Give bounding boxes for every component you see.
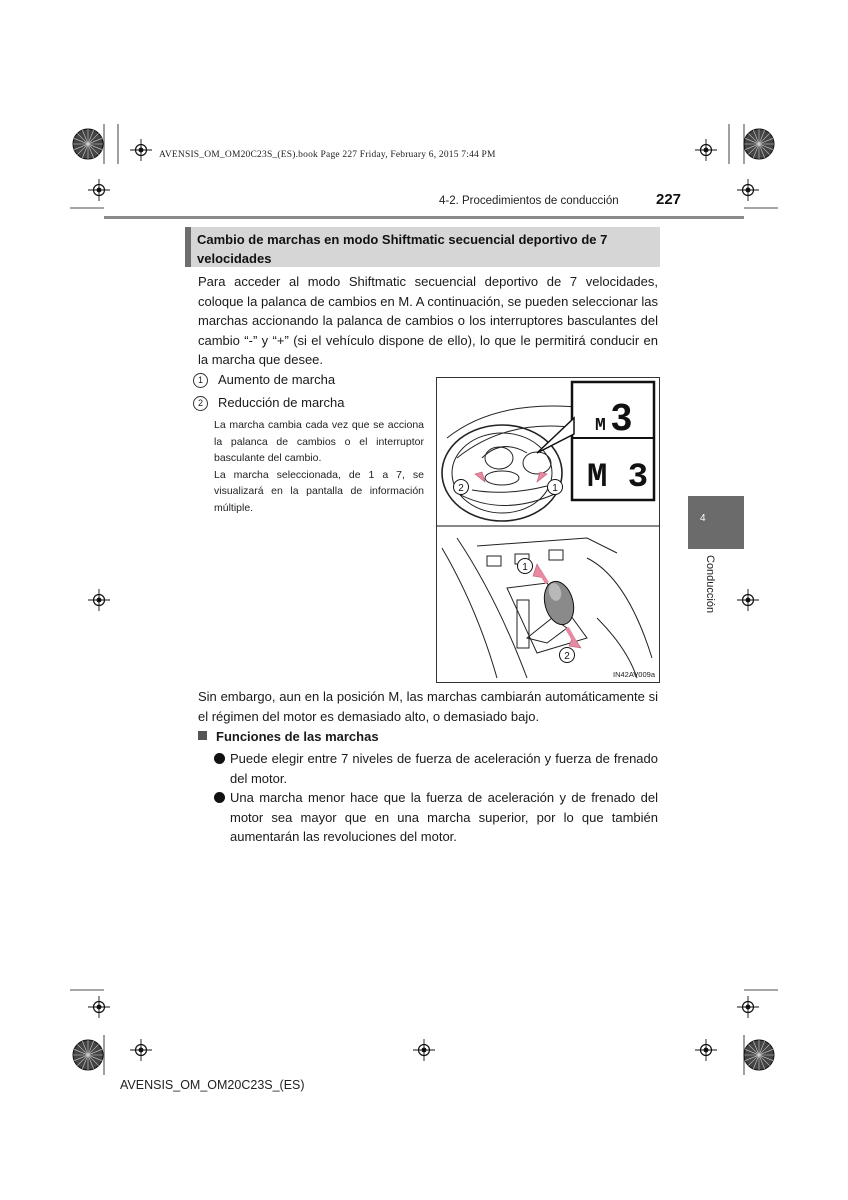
section-heading: Cambio de marchas en modo Shiftmatic secuencial deportivo de 7 velocidades (197, 232, 608, 266)
marker-item-1 (193, 372, 335, 388)
circled-number-1: 1 (193, 373, 208, 388)
print-info: AVENSIS_OM_OM20C23S_(ES).book Page 227 Friday, February 6, 2015 7:44 PM (159, 150, 496, 160)
function-bullet-1: Puede elegir entre 7 niveles de fuerza de aceleración y fuerza de frenado del motor. (230, 751, 658, 786)
display-m3: M 3 (587, 459, 649, 497)
circled-number-2: 2 (193, 396, 208, 411)
page-number: 227 (656, 191, 682, 208)
svg-text:2: 2 (458, 483, 464, 494)
figure-code: IN42AV009a (613, 670, 655, 679)
function-bullet-2: Una marcha menor hace que la fuerza de aceleración y de frenado del motor sea mayor que en una marcha superior, por lo que también aumentarán las revoluciones del motor. (230, 790, 658, 844)
bullet-dot-icon (214, 753, 225, 764)
functions-heading (198, 729, 379, 744)
chapter-number: 4 (700, 513, 706, 524)
figure (436, 377, 660, 683)
chapter-label: Conducción (704, 555, 716, 614)
callout-1-top (548, 480, 563, 495)
square-bullet-icon (198, 731, 207, 740)
header-rule (104, 216, 744, 219)
marker-label-1: Aumento de marcha (218, 372, 336, 387)
figure-illustration (437, 378, 659, 682)
callout-2-top (454, 480, 469, 495)
svg-text:1: 1 (522, 562, 528, 573)
callout-1-bottom (518, 559, 533, 574)
svg-text:2: 2 (564, 651, 570, 662)
note-line-1: La marcha cambia cada vez que se acciona la palanca de cambios o el interruptor basculante del cambio. (214, 419, 424, 465)
marker-item-2 (193, 395, 344, 411)
footer-code: AVENSIS_OM_OM20C23S_(ES) (120, 1078, 305, 1092)
display-m-label: M (595, 416, 606, 436)
display-gear-number: 3 (611, 397, 633, 439)
marker-label-2: Reducción de marcha (218, 395, 345, 410)
note-text (214, 417, 424, 517)
chapter-tab (688, 496, 744, 549)
note-line-2: La marcha seleccionada, de 1 a 7, se visualizará en la pantalla de información múltiple. (214, 468, 424, 514)
functions-heading-text: Funciones de las marchas (216, 729, 379, 744)
callout-2-bottom (560, 648, 575, 663)
bullet-dot-icon (214, 792, 225, 803)
after-paragraph: Sin embargo, aun en la posición M, las marchas cambiarán automáticamente si el régimen del motor es demasiado alto, o demasiado bajo. (198, 689, 658, 724)
section-title: 4-2. Procedimientos de conducción (439, 195, 619, 207)
intro-paragraph: Para acceder al modo Shiftmatic secuencial deportivo de 7 velocidades, coloque la palanca de cambios en M. A continuación, se pueden seleccionar las marchas accionando la palanca de cambios o los interruptores basculantes del cambio “-” y “+” (si el vehículo dispone de ello), lo que le permitirá conducir en la marcha que desee. (198, 274, 658, 367)
svg-text:1: 1 (552, 483, 558, 494)
